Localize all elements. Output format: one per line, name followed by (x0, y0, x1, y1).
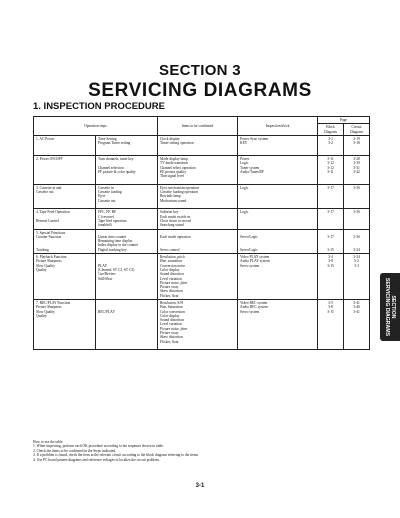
page-number: 3-1 (195, 483, 205, 489)
cell-inspection-block (238, 254, 318, 300)
cell-line (160, 179, 235, 183)
cell-line: Hue, Saturation (160, 305, 183, 310)
cell-circuit-diagram-page (344, 156, 370, 185)
cell-line: Power (240, 157, 250, 162)
cell-line: Skew distortion (160, 335, 183, 340)
cell-line: Each mode switch-in (160, 214, 191, 219)
cell-line: Clock display (160, 136, 180, 141)
cell-line: 3-4 (328, 255, 333, 260)
cell-line: Sound distortion (160, 318, 184, 323)
cell-line: Color display (160, 267, 180, 272)
cell-line: 3-12 (327, 165, 334, 170)
cell-inspection-block (238, 184, 318, 208)
cell-operation-step (34, 156, 96, 185)
cell-line: 3-41 (353, 300, 360, 305)
cell-line: 1. AC Power (36, 136, 55, 141)
cell-line: Picture noise, jitter (160, 280, 188, 285)
cell-operation-step (34, 209, 96, 229)
cell-line (160, 150, 235, 154)
cell-line: 3-9 (328, 259, 333, 264)
inspection-table (33, 116, 370, 350)
cell-line: Conversion noise (160, 263, 186, 268)
cell-line: Video PLAY system (240, 255, 270, 260)
cell-line: Video REC system (240, 300, 268, 305)
cell-line: 3-17 (327, 210, 334, 215)
cell-circuit-diagram-page (344, 254, 370, 300)
page-title: SERVICING DIAGRAMS (88, 80, 312, 101)
cell-line (240, 203, 315, 207)
cell-line (160, 344, 235, 348)
note-item: 4. Use PC board pattern diagrams and reference voltages to localize the circuit problem. (33, 457, 160, 462)
cell-line (36, 179, 93, 183)
cell-line: 3-36 (353, 234, 360, 239)
cell-line: Servo control (160, 247, 180, 252)
cell-line: Picture sway (160, 331, 179, 336)
cell-circuit-diagram-page (344, 184, 370, 208)
cell-operation-detail (96, 135, 158, 155)
cell-line (346, 344, 367, 348)
cell-line: 3-15 (327, 247, 334, 252)
cell-line: Program Timer setting (98, 141, 131, 146)
cell-line: Counter Function (36, 234, 62, 239)
cell-operation-detail (96, 299, 158, 349)
cell-line: Channel select operation (160, 165, 196, 170)
cell-operation-detail (96, 254, 158, 300)
cell-operation-step (34, 229, 96, 253)
cell-line (36, 294, 93, 298)
cell-line: Resolution, pitch (160, 255, 185, 260)
header-circuit-diagram: Circuit Diagram (344, 124, 370, 136)
cell-line: 6. Playback Function (36, 255, 67, 260)
subsection-heading: 1. INSPECTION PROCEDURE (33, 101, 165, 112)
cell-line (320, 294, 341, 298)
cell-line (320, 179, 341, 183)
cell-line: Thin signal level (160, 174, 185, 179)
cell-line: 3-34 (353, 247, 360, 252)
cell-block-diagram-page (318, 254, 344, 300)
cell-line: 3-24 (353, 255, 360, 260)
cell-line: 3-2 (328, 141, 333, 146)
cell-line: 3-36 (353, 210, 360, 215)
cell-line: Hue, saturation (160, 259, 182, 264)
cell-line: Tracking (36, 247, 49, 252)
cell-line: Audio PLAY system (240, 259, 270, 264)
table-row (34, 184, 370, 208)
cell-inspection-block (238, 135, 318, 155)
cell-line (346, 179, 367, 183)
note-item: 1. When inspecting, perform each OK procedure according to the sequence shown in table. (33, 444, 164, 449)
cell-items-confirmed (158, 184, 238, 208)
cell-items-confirmed (158, 135, 238, 155)
cell-line: 3-12 (327, 161, 334, 166)
cell-line (98, 150, 155, 154)
cell-line: (enabled) (98, 223, 112, 228)
cell-line: Channel selection (98, 165, 124, 170)
cell-line: Picture Sharpness (36, 305, 62, 310)
cell-line: Logic (240, 185, 249, 190)
cell-line: 2. Power ON/OFF (36, 157, 63, 162)
cell-operation-step (34, 184, 96, 208)
cell-line: Quality (36, 313, 47, 318)
cell-line: Linear time counter (98, 234, 127, 239)
note-item: 2. Check the items to be confirmed in the Steps indicated. (33, 448, 117, 453)
table-row (34, 229, 370, 253)
cell-line: Audio/Tuner/RF (240, 169, 264, 174)
cell-block-diagram-page (318, 229, 344, 253)
cell-line: REC/PLAY (98, 309, 116, 314)
cell-line (36, 344, 93, 348)
cell-line: Rewinds lamp (160, 194, 181, 199)
cell-line: Power Sync system (240, 136, 269, 141)
cell-line (320, 150, 341, 154)
note-title: How to use the table (33, 440, 63, 444)
usage-notes (33, 440, 353, 462)
cell-items-confirmed (158, 229, 238, 253)
cell-line: Logic (240, 161, 249, 166)
cell-line (36, 203, 93, 207)
cell-line (36, 150, 93, 154)
cell-line: Eject mechanism operation (160, 185, 200, 190)
cell-inspection-block (238, 229, 318, 253)
table-row (34, 156, 370, 185)
cell-line (346, 294, 367, 298)
cell-line: Digital tracking key (98, 247, 127, 252)
cell-items-confirmed (158, 254, 238, 300)
cell-line (240, 223, 315, 227)
cell-line: KEY (240, 141, 248, 146)
cell-items-confirmed (158, 299, 238, 349)
cell-line: 7. REC/PLAY Function (36, 300, 71, 305)
cell-line: Servo system (240, 263, 260, 268)
cell-line (320, 223, 341, 227)
cell-line: 3-36 (353, 185, 360, 190)
cell-line: Time Setting (98, 136, 117, 141)
cell-line: 3-31 (353, 165, 360, 170)
cell-operation-step (34, 299, 96, 349)
cell-line: 3. Cassette in and (36, 185, 62, 190)
cell-line: Audio REC system (240, 305, 268, 310)
cell-line (346, 150, 367, 154)
cell-line (240, 150, 315, 154)
cell-line: Cassette in (98, 185, 114, 190)
cell-circuit-diagram-page (344, 209, 370, 229)
cell-line: 3-28 (353, 157, 360, 162)
cell-line: Mode display lamp (160, 157, 188, 162)
header-page: Page (318, 117, 370, 124)
cell-line: Servo/Logic (240, 234, 258, 239)
cell-line: Picture sway (160, 285, 179, 290)
cell-line: 3-42 (353, 169, 360, 174)
cell-line: Subreset key (160, 210, 179, 215)
cell-line: Index display to the counter (98, 243, 139, 248)
cell-line: Mechanism sound (160, 198, 187, 203)
cell-block-diagram-page (318, 299, 344, 349)
cell-line: Skew distortion (160, 289, 183, 294)
cell-line: Cassette out (36, 190, 54, 195)
table-row (34, 135, 370, 155)
cell-line (240, 179, 315, 183)
cell-line: Eject (98, 194, 106, 199)
cell-line: Level variation (160, 322, 182, 327)
cell-operation-detail (96, 156, 158, 185)
cell-line (346, 203, 367, 207)
cell-line: 3-17 (327, 185, 334, 190)
cell-line: 3-5 (328, 300, 333, 305)
cell-line: Tuner system (240, 165, 260, 170)
cell-line (240, 344, 315, 348)
cell-block-diagram-page (318, 209, 344, 229)
cell-line: Flicker, float (160, 339, 179, 344)
cell-line: Turn channels, tuner key (98, 157, 134, 162)
cell-operation-detail (96, 209, 158, 229)
table-row (34, 209, 370, 229)
cell-line: Flicker, float (160, 293, 179, 298)
cell-line: Remaining time display (98, 239, 133, 244)
table-row (34, 299, 370, 349)
cell-line: (Cleaned: ST C3, ST C3) (98, 267, 135, 272)
cell-operation-detail (96, 184, 158, 208)
cell-block-diagram-page (318, 156, 344, 185)
cell-block-diagram-page (318, 135, 344, 155)
cell-line (36, 223, 93, 227)
cell-line: Timer setting operation (160, 141, 194, 146)
cell-items-confirmed (158, 209, 238, 229)
cell-line: Cassette loading (98, 190, 122, 195)
cell-circuit-diagram-page (344, 135, 370, 155)
cell-items-confirmed (158, 156, 238, 185)
cell-line: Each mode operation (160, 234, 191, 239)
cell-line: Servo system (240, 309, 260, 314)
cell-line: Close down to record (160, 218, 191, 223)
cell-line: 3-1 (328, 136, 333, 141)
cell-operation-detail (96, 229, 158, 253)
cell-line (320, 203, 341, 207)
cell-line: 3-15 (327, 309, 334, 314)
cell-line: 3-11 (327, 169, 334, 174)
cell-line: Sound distortion (160, 272, 184, 277)
cell-line (240, 294, 315, 298)
cell-line: Quality (36, 267, 47, 272)
cell-line: Picture Sharpness (36, 259, 62, 264)
cell-line: 3-15 (327, 263, 334, 268)
cell-line: 3-8 (328, 305, 333, 310)
cell-circuit-diagram-page (344, 299, 370, 349)
cell-line: 3-41 (353, 309, 360, 314)
cell-line: 3-18 (353, 141, 360, 146)
cell-line: TV mode transition (160, 161, 189, 166)
cell-line: C (reverse) (98, 214, 115, 219)
cell-line (98, 344, 155, 348)
cell-line: Logic (240, 210, 249, 215)
cell-line: Slow Quality (36, 263, 56, 268)
cell-line: 5. Special Functions (36, 230, 66, 235)
cell-line: Color display (160, 313, 180, 318)
side-tab (380, 273, 400, 341)
cell-line (160, 203, 235, 207)
cell-line: Cassette loading operation (160, 190, 199, 195)
cell-inspection-block (238, 299, 318, 349)
side-tab-label: SECTION SERVICING DIAGRAMS (384, 277, 396, 337)
table-body (34, 135, 370, 349)
cell-line: Cassette out (98, 198, 116, 203)
cell-line (320, 344, 341, 348)
section-heading: SECTION 3 (159, 62, 241, 79)
cell-line: 3-46 (353, 305, 360, 310)
cell-block-diagram-page (318, 184, 344, 208)
cell-line: EE picture quality (160, 169, 187, 174)
cell-line: 3-19 (353, 136, 360, 141)
cell-line: 3-11 (327, 157, 334, 162)
cell-inspection-block (238, 209, 318, 229)
cell-line (98, 203, 155, 207)
cell-line: 3-3 (354, 263, 359, 268)
cell-line: FF picture & color quality (98, 169, 136, 174)
note-item: 3. If a problem is found, check the item in the relevant circuit according to the block diagram referring to the items. (33, 453, 199, 458)
cell-circuit-diagram-page (344, 229, 370, 253)
header-inspection-block: Inspection block (238, 117, 318, 136)
cell-line: 3-2 (354, 259, 359, 264)
cell-line: Still/Slow (98, 276, 113, 281)
cell-line: Level variation (160, 276, 182, 281)
header-items: Items to be confirmed (158, 117, 238, 136)
cell-line: FFC, FF, RF (98, 210, 117, 215)
cell-line: PLAY (98, 263, 108, 268)
cell-line: 3-17 (327, 234, 334, 239)
cell-inspection-block (238, 156, 318, 185)
cell-line (98, 179, 155, 183)
header-operation-steps: Operation steps (34, 117, 158, 136)
cell-line: Slow Quality (36, 309, 56, 314)
cell-line: Color conversion (160, 309, 185, 314)
cell-line: Servo/Logic (240, 247, 258, 252)
cell-line (98, 294, 155, 298)
cell-line: Resolution, S/H (160, 300, 183, 305)
cell-operation-step (34, 254, 96, 300)
cell-line: 4. Tape Feed Operation (36, 210, 70, 215)
cell-line (346, 223, 367, 227)
table-row (34, 254, 370, 300)
cell-line: Searching sound (160, 223, 184, 228)
header-block-diagram: Block Diagram (318, 124, 344, 136)
cell-line: 3-30 (353, 161, 360, 166)
cell-operation-step (34, 135, 96, 155)
cell-line: Picture noise, jitter (160, 326, 188, 331)
cell-line: Remote Control (36, 218, 60, 223)
cell-line: Cue/Review (98, 272, 116, 277)
cell-line: Tape feed operation (98, 218, 127, 223)
